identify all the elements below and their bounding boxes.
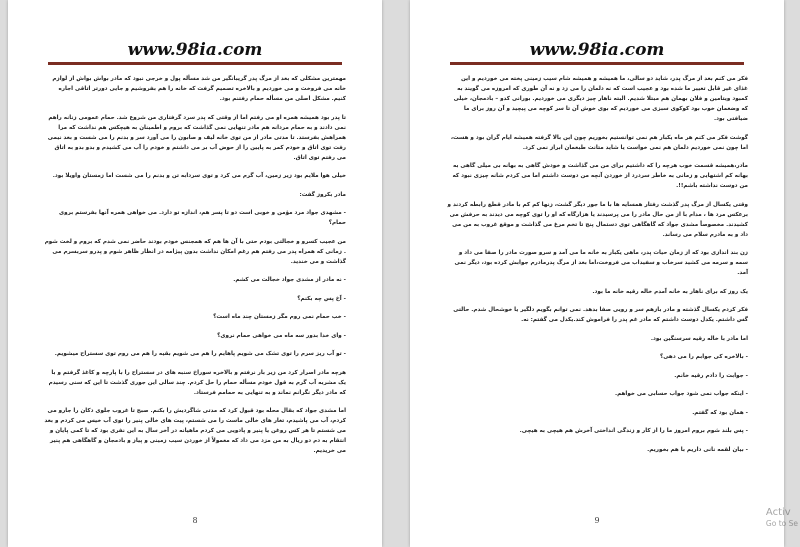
left-page xyxy=(8,0,382,547)
page-body xyxy=(446,74,748,517)
paragraph: مهمترین مشکلی که بعد از مرگ پدر گریبانگیر من شد مسأله پول و خرجی نبود که مادر بواش بواش از لوازم خانه می فروخت و می خوردیم و بالاخره تصمیم گرفت که خانه را هم بفروشیم و جایی دورتر اتاقی اجاره کنیم. مشکل اصلی من مسأله حمام رفتنم بود. xyxy=(52,76,346,102)
activation-watermark xyxy=(766,507,798,529)
paragraph: - همان بود که گفتم. xyxy=(692,409,748,416)
watermark-line: Activ xyxy=(765,507,791,518)
paragraph: - بیان لقمه نانی داریم با هم بخوریم. xyxy=(647,446,748,453)
paragraph: گوشت فکر می کنم هر ماه یکبار هم نمی توانستیم بخوریم چون این بالا گرفته همیشه ایام گران بود و هست، اما چون نمی خوردیم دلمان هم نمی خواست یا شاید متانت طبعمان ابراز نمی کرد. xyxy=(450,134,748,151)
paragraph: وقتی یکسال از مرگ پدر گذشت رفتار همسایه ها با ما جور دیگر گشت، زنها کم کم با مادر قطع رابطه کردند و برعکس مرد ها ، مدام با از من حال مادر را می پرسیدند یا هزارگاه که او را توی کوچه می دیدند به حرفش می کشیدند. مخصوصاً مشدی جواد که گاهگاهی توی دستمال پنج تا تخم مرغ می گذاشت و موقع غروب به من می داد و به مادرم سلام می رساند. xyxy=(447,201,748,238)
page-number: 8 xyxy=(192,516,198,525)
paragraph: - بالاخره کی جوابم را می دهی؟ xyxy=(660,354,748,360)
paragraph: مادر بکروز گفت: xyxy=(299,191,346,198)
paragraph: - جوابت را دادم رقیه خانم. xyxy=(674,372,748,379)
header-divider xyxy=(48,62,342,65)
paragraph: - نه مادر از مشدی جواد خجالت می کشم. xyxy=(233,277,346,283)
paragraph: اما مادر با خاله رقیه سرسنگین بود. xyxy=(650,335,748,342)
paragraph: - مشهدی جواد مرد مؤمن و خوبی است دو تا پسر هم، اندازه تو دارد. می خواهی همره آنها بفرستم بروی حمام؟ xyxy=(58,210,346,226)
paragraph: - پس بلند شوم بروم امروز ما را از کار و زندگی انداختی آخرش هم هیچی به هیچی. xyxy=(519,428,748,434)
paragraph: - آخ پس چه بکنم؟ xyxy=(297,295,346,302)
paragraph: - تو آب ریز سرم را توی تشک می شویم پاهایم را هم می شویم بقیه را هم می روم توی سستراح میشویم. xyxy=(54,351,346,357)
paragraph: خیلی هوا ملایم بود زیر زمین، آب گرم می کرد و توی سردابه تن و بدنم را می شست اما زمستان واویلا بود. xyxy=(52,173,346,179)
page-number: 9 xyxy=(594,516,600,525)
paragraph: مادر،همیشه قسمت خوب هرچه را که داشتیم برای من می گذاشت و خودش گاهی به بهانه بی میلی گاهی به بهانه کم اشتهایی و زمانی به خاطر سردرد از خوردن آنچه من دوست داشتم اما می کردم شانه چیزی نبود که من دوست نداشته باشم!!. xyxy=(452,163,748,189)
paragraph: هرچه مادر اصرار کرد من زیر بار نرفتم و بالاخره سوراخ سنبه های در سستراح را با پارچه و کاغذ گرفتم و با یک مشربه آب گرم به قول خودم مسأله حمام را حل کردم. چند سالی این جوری گذشت تا این که سنی رسیدم که مادر دیگر نگرانم نماند و به تنهایی به حمامم فرستاد. xyxy=(48,369,346,396)
paragraph: - اینکه جواب نمی شود جواب حسابی می خواهم. xyxy=(615,391,748,397)
paragraph: - وای خدا بدور سه ماه می خواهی حمام نروی؟ xyxy=(217,332,346,339)
paragraph: اما مشدی جواد که بقال محله بود قبول کرد که مدتی شاگردیش را بکنم. صبح تا غروب جلوی دکان را جارو می کردم، آب می پاشیدم، تغار های خالی ماست را می شستم، پیت های خالی پنیر را توی آب خیس می کردم و بعد می شستم تا هر کس روغن یا پنیر و پادویی می کردم ماهیانه در آخر سال به این نفری بود که تا کمی پایان و انتقام به دم دو ریال به من مزد می داد که معمولاً از خوردن سیب زمینی و پیاز و بادمجان و گاهگاهی هم پنیر می خریدیم. xyxy=(44,408,346,454)
paragraph: زن بند اندازی بود که از زمان حیات پدر، ماهی یکبار به خانه ما می آمد و سرو صورت مادر را صفا می داد و سمه و سرمه می کشید سرخاب و سفیداب می فروخت،اما بعد از مرگ پدرمادرم جوابش کرده بود، دیگر نمی آمد. xyxy=(454,250,748,276)
paragraph: تا پدر بود همیشه همره او می رفتم اما از وقتی که پدر سرد گرفتاری من شروع شد. حمام عمومی زنانه راهم نمی دادند و به حمام مردانه هم مادر تنهایی نمی گذاشت که بروم و اطمینان به هیچکس هم نداشت که مرا همراهش بفرستد. تا مدتی مادر از من توی خانه لیف و صابون را می آورد سر و بدنم را می شست و بعد نیمی رفت توی اتاق و خودم کمر به پایین را از حوض آب بر می داشتم و خودم را آب می کشیدم و بدو بدو به اتاق می رفتم توی اتاق. xyxy=(47,114,346,161)
paragraph: یک روز که برای ناهار به خانه آمدم خاله رقیه خانه ما بود. xyxy=(592,288,748,295)
paragraph: فکر کردم یکسال گذشته و مادر بازهم سر و رویی صفا بدهد. نمی توانم بگویم دلگیر یا خوشحال شدم. حالتی گس داشتم. یکدل دوست داشتم که مادر غم پدر را فراموش کند.یکدل می گفتم: نه. xyxy=(453,307,748,323)
watermark-line: Go to Se xyxy=(765,519,798,528)
paragraph: فکر می کنم بعد از مرگ پدر، شاید دو سالی، ما همیشه و همیشه شام سیب زمینی پخته می خوردیم و این غذای غیر قابل تغییر ما شده بود و عجیب است که نه دلمان را می زد و نه آن طوری که امروزه می گویند به کمبود ویتامین و فلان بهمان هم مبتلا شدیم. البته ناهار چیز دیگری می خوردیم. بورانی کدو – بادمجان، خیلی که وضعمان خوب بود کوکوی سبزی می خوردیم که بوی خوش آن تا سر کوچه می پیچید و آن روز برای ما ضیافتی بود. xyxy=(453,76,748,122)
paragraph: من عجیب کسرو و خجالتی بودم حتی با آن ها هم که همجنس خودم بودند حاضر نمی شدم که بروم و لخت شوم . زمانی که همراه پدر می رفتم هم رغم امکان نداشت بدون پیژامه در انظار ظاهر شوم و پدرو سربسرم می گذاشت و می خندید. xyxy=(44,238,346,265)
paragraph: - خب حمام نمی روم مگر زمستان چند ماه است؟ xyxy=(213,314,346,320)
site-header: www.98ia.com xyxy=(529,40,665,60)
page-body xyxy=(44,74,346,517)
right-page xyxy=(410,0,784,547)
header-divider xyxy=(450,62,744,65)
site-header: www.98ia.com xyxy=(127,40,263,60)
